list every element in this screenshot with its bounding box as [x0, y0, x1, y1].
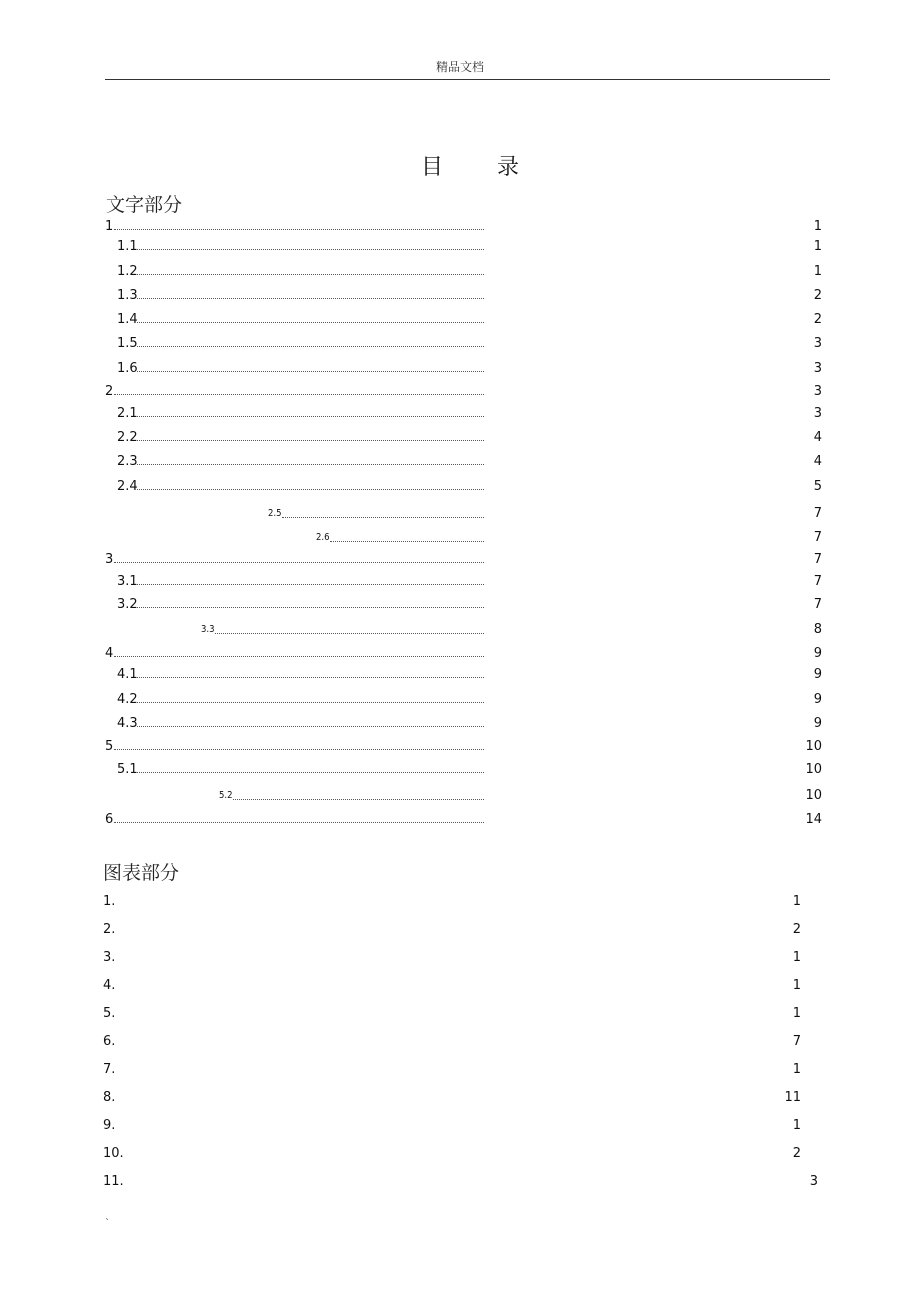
toc-entry-number: 2.6: [316, 532, 330, 543]
figure-entry-number: 2.: [103, 922, 116, 937]
figure-entry-page: 2: [792, 922, 801, 937]
toc-entry[interactable]: [0, 405, 822, 423]
figure-entry-page: 3: [809, 1174, 818, 1189]
toc-entry-number: 3.1: [117, 574, 138, 589]
figure-entry[interactable]: [103, 1033, 823, 1051]
toc-entry-number: 3.3: [201, 624, 215, 635]
header-rule: [105, 79, 830, 80]
toc-entry-number: 1.3: [117, 288, 138, 303]
toc-entry-number: 1: [105, 219, 114, 234]
toc-entry-number: 2.5: [268, 508, 282, 519]
figure-entry-number: 8.: [103, 1090, 116, 1105]
figure-entry-number: 6.: [103, 1034, 116, 1049]
toc-entry-page: 7: [813, 552, 822, 567]
figure-entry[interactable]: [103, 949, 823, 967]
toc-entry-page: 9: [813, 716, 822, 731]
toc-entry[interactable]: [0, 505, 822, 523]
toc-leader-dots: [137, 249, 484, 250]
toc-leader-dots: [137, 677, 484, 678]
toc-entry-page: 3: [813, 384, 822, 399]
toc-entry[interactable]: [0, 263, 822, 281]
text-section-heading: 文字部分: [106, 194, 183, 216]
figure-entry-number: 1.: [103, 894, 116, 909]
figure-entry-number: 9.: [103, 1118, 116, 1133]
figure-entry[interactable]: [103, 1117, 823, 1135]
toc-title-char-2: 录: [497, 155, 520, 180]
toc-entry-number: 2.2: [117, 430, 138, 445]
toc-entry[interactable]: [0, 238, 822, 256]
toc-entry-number: 1.4: [117, 312, 138, 327]
toc-entry-number: 1.6: [117, 361, 138, 376]
toc-leader-dots: [137, 346, 484, 347]
toc-leader-dots: [137, 464, 484, 465]
toc-entry[interactable]: [0, 360, 822, 378]
toc-entry-number: 4: [105, 646, 114, 661]
toc-leader-dots: [215, 633, 484, 634]
toc-entry-page: 7: [813, 506, 822, 521]
toc-leader-dots: [282, 517, 484, 518]
toc-entry[interactable]: [0, 573, 822, 591]
toc-entry-page: 9: [813, 646, 822, 661]
figure-entry[interactable]: [103, 1089, 823, 1107]
toc-entry-number: 2.3: [117, 454, 138, 469]
toc-leader-dots: [114, 749, 484, 750]
toc-entry[interactable]: [0, 287, 822, 305]
toc-entry-number: 1.5: [117, 336, 138, 351]
figure-entry-page: 1: [792, 978, 801, 993]
toc-entry[interactable]: [0, 551, 822, 569]
figure-entry-page: 2: [792, 1146, 801, 1161]
figure-entry[interactable]: [103, 1145, 823, 1163]
toc-entry-page: 1: [813, 219, 822, 234]
toc-entry-number: 4.1: [117, 667, 138, 682]
toc-entry-page: 2: [813, 312, 822, 327]
toc-entry-page: 4: [813, 454, 822, 469]
figure-entry[interactable]: [103, 1005, 823, 1023]
toc-leader-dots: [114, 229, 484, 230]
toc-entry-number: 5.1: [117, 762, 138, 777]
toc-leader-dots: [137, 584, 484, 585]
toc-leader-dots: [137, 440, 484, 441]
figure-entry-page: 1: [792, 1062, 801, 1077]
figure-entry[interactable]: [103, 921, 823, 939]
toc-entry-number: 5: [105, 739, 114, 754]
figure-entry[interactable]: [103, 1061, 823, 1079]
figure-entry[interactable]: [103, 1173, 823, 1191]
toc-entry[interactable]: [0, 596, 822, 614]
toc-entry[interactable]: [0, 645, 822, 663]
toc-entry-page: 10: [805, 762, 822, 777]
figure-section-heading: 图表部分: [103, 862, 180, 884]
toc-entry-number: 3.2: [117, 597, 138, 612]
toc-leader-dots: [137, 772, 484, 773]
toc-entry[interactable]: [0, 738, 822, 756]
figure-entry-page: 1: [792, 1118, 801, 1133]
toc-entry-page: 3: [813, 336, 822, 351]
toc-leader-dots: [137, 607, 484, 608]
figure-entry-page: 11: [784, 1090, 801, 1105]
toc-entry-page: 7: [813, 597, 822, 612]
figure-entry-number: 10.: [103, 1146, 124, 1161]
toc-entry[interactable]: [0, 335, 822, 353]
toc-entry-number: 1.1: [117, 239, 138, 254]
toc-entry-number: 1.2: [117, 264, 138, 279]
toc-entry-page: 1: [813, 264, 822, 279]
toc-leader-dots: [137, 702, 484, 703]
toc-title-char-1: 目: [420, 155, 443, 180]
toc-entry[interactable]: [0, 453, 822, 471]
toc-entry[interactable]: [0, 311, 822, 329]
figure-entry-page: 1: [792, 1006, 801, 1021]
toc-leader-dots: [137, 298, 484, 299]
figure-entry-number: 11.: [103, 1174, 124, 1189]
toc-entry-number: 4.3: [117, 716, 138, 731]
toc-entry-page: 9: [813, 667, 822, 682]
toc-entry-number: 2: [105, 384, 114, 399]
figure-entry-number: 5.: [103, 1006, 116, 1021]
toc-entry[interactable]: [0, 218, 822, 236]
toc-leader-dots: [137, 371, 484, 372]
toc-entry-number: 2.1: [117, 406, 138, 421]
toc-entry[interactable]: [0, 621, 822, 639]
toc-entry-page: 3: [813, 406, 822, 421]
toc-entry-page: 4: [813, 430, 822, 445]
toc-entry[interactable]: [0, 383, 822, 401]
toc-entry[interactable]: [0, 429, 822, 447]
toc-entry[interactable]: [0, 715, 822, 733]
toc-leader-dots: [233, 799, 484, 800]
toc-entry-page: 1: [813, 239, 822, 254]
figure-entry-number: 4.: [103, 978, 116, 993]
toc-entry[interactable]: [0, 666, 822, 684]
toc-entry-number: 6: [105, 812, 114, 827]
toc-entry[interactable]: [0, 529, 822, 547]
toc-entry-number: 5.2: [219, 790, 233, 801]
toc-leader-dots: [137, 489, 484, 490]
toc-leader-dots: [114, 394, 484, 395]
figure-entry[interactable]: [103, 893, 823, 911]
toc-entry-page: 8: [813, 622, 822, 637]
page-header: 精品文档: [435, 60, 484, 74]
toc-entry-page: 2: [813, 288, 822, 303]
toc-leader-dots: [137, 322, 484, 323]
toc-entry[interactable]: [0, 478, 822, 496]
toc-entry-page: 10: [805, 788, 822, 803]
toc-entry-page: 3: [813, 361, 822, 376]
figure-entry-number: 3.: [103, 950, 116, 965]
toc-leader-dots: [137, 726, 484, 727]
toc-entry[interactable]: [0, 761, 822, 779]
footer-mark: `: [105, 1218, 110, 1229]
toc-leader-dots: [114, 822, 484, 823]
toc-entry-page: 14: [805, 812, 822, 827]
toc-entry-page: 5: [813, 479, 822, 494]
toc-entry-number: 2.4: [117, 479, 138, 494]
toc-entry-page: 10: [805, 739, 822, 754]
toc-leader-dots: [114, 562, 484, 563]
figure-entry-page: 1: [792, 950, 801, 965]
toc-leader-dots: [137, 416, 484, 417]
toc-entry[interactable]: [0, 691, 822, 709]
toc-entry[interactable]: [0, 811, 822, 829]
toc-entry-number: 3: [105, 552, 114, 567]
figure-entry-number: 7.: [103, 1062, 116, 1077]
figure-entry[interactable]: [103, 977, 823, 995]
toc-title: [0, 150, 920, 181]
toc-entry[interactable]: [0, 787, 822, 805]
toc-entry-page: 7: [813, 530, 822, 545]
toc-entry-number: 4.2: [117, 692, 138, 707]
toc-leader-dots: [137, 274, 484, 275]
figure-entry-page: 7: [792, 1034, 801, 1049]
toc-entry-page: 7: [813, 574, 822, 589]
figure-entry-page: 1: [792, 894, 801, 909]
toc-entry-page: 9: [813, 692, 822, 707]
toc-leader-dots: [330, 541, 484, 542]
toc-leader-dots: [114, 656, 484, 657]
